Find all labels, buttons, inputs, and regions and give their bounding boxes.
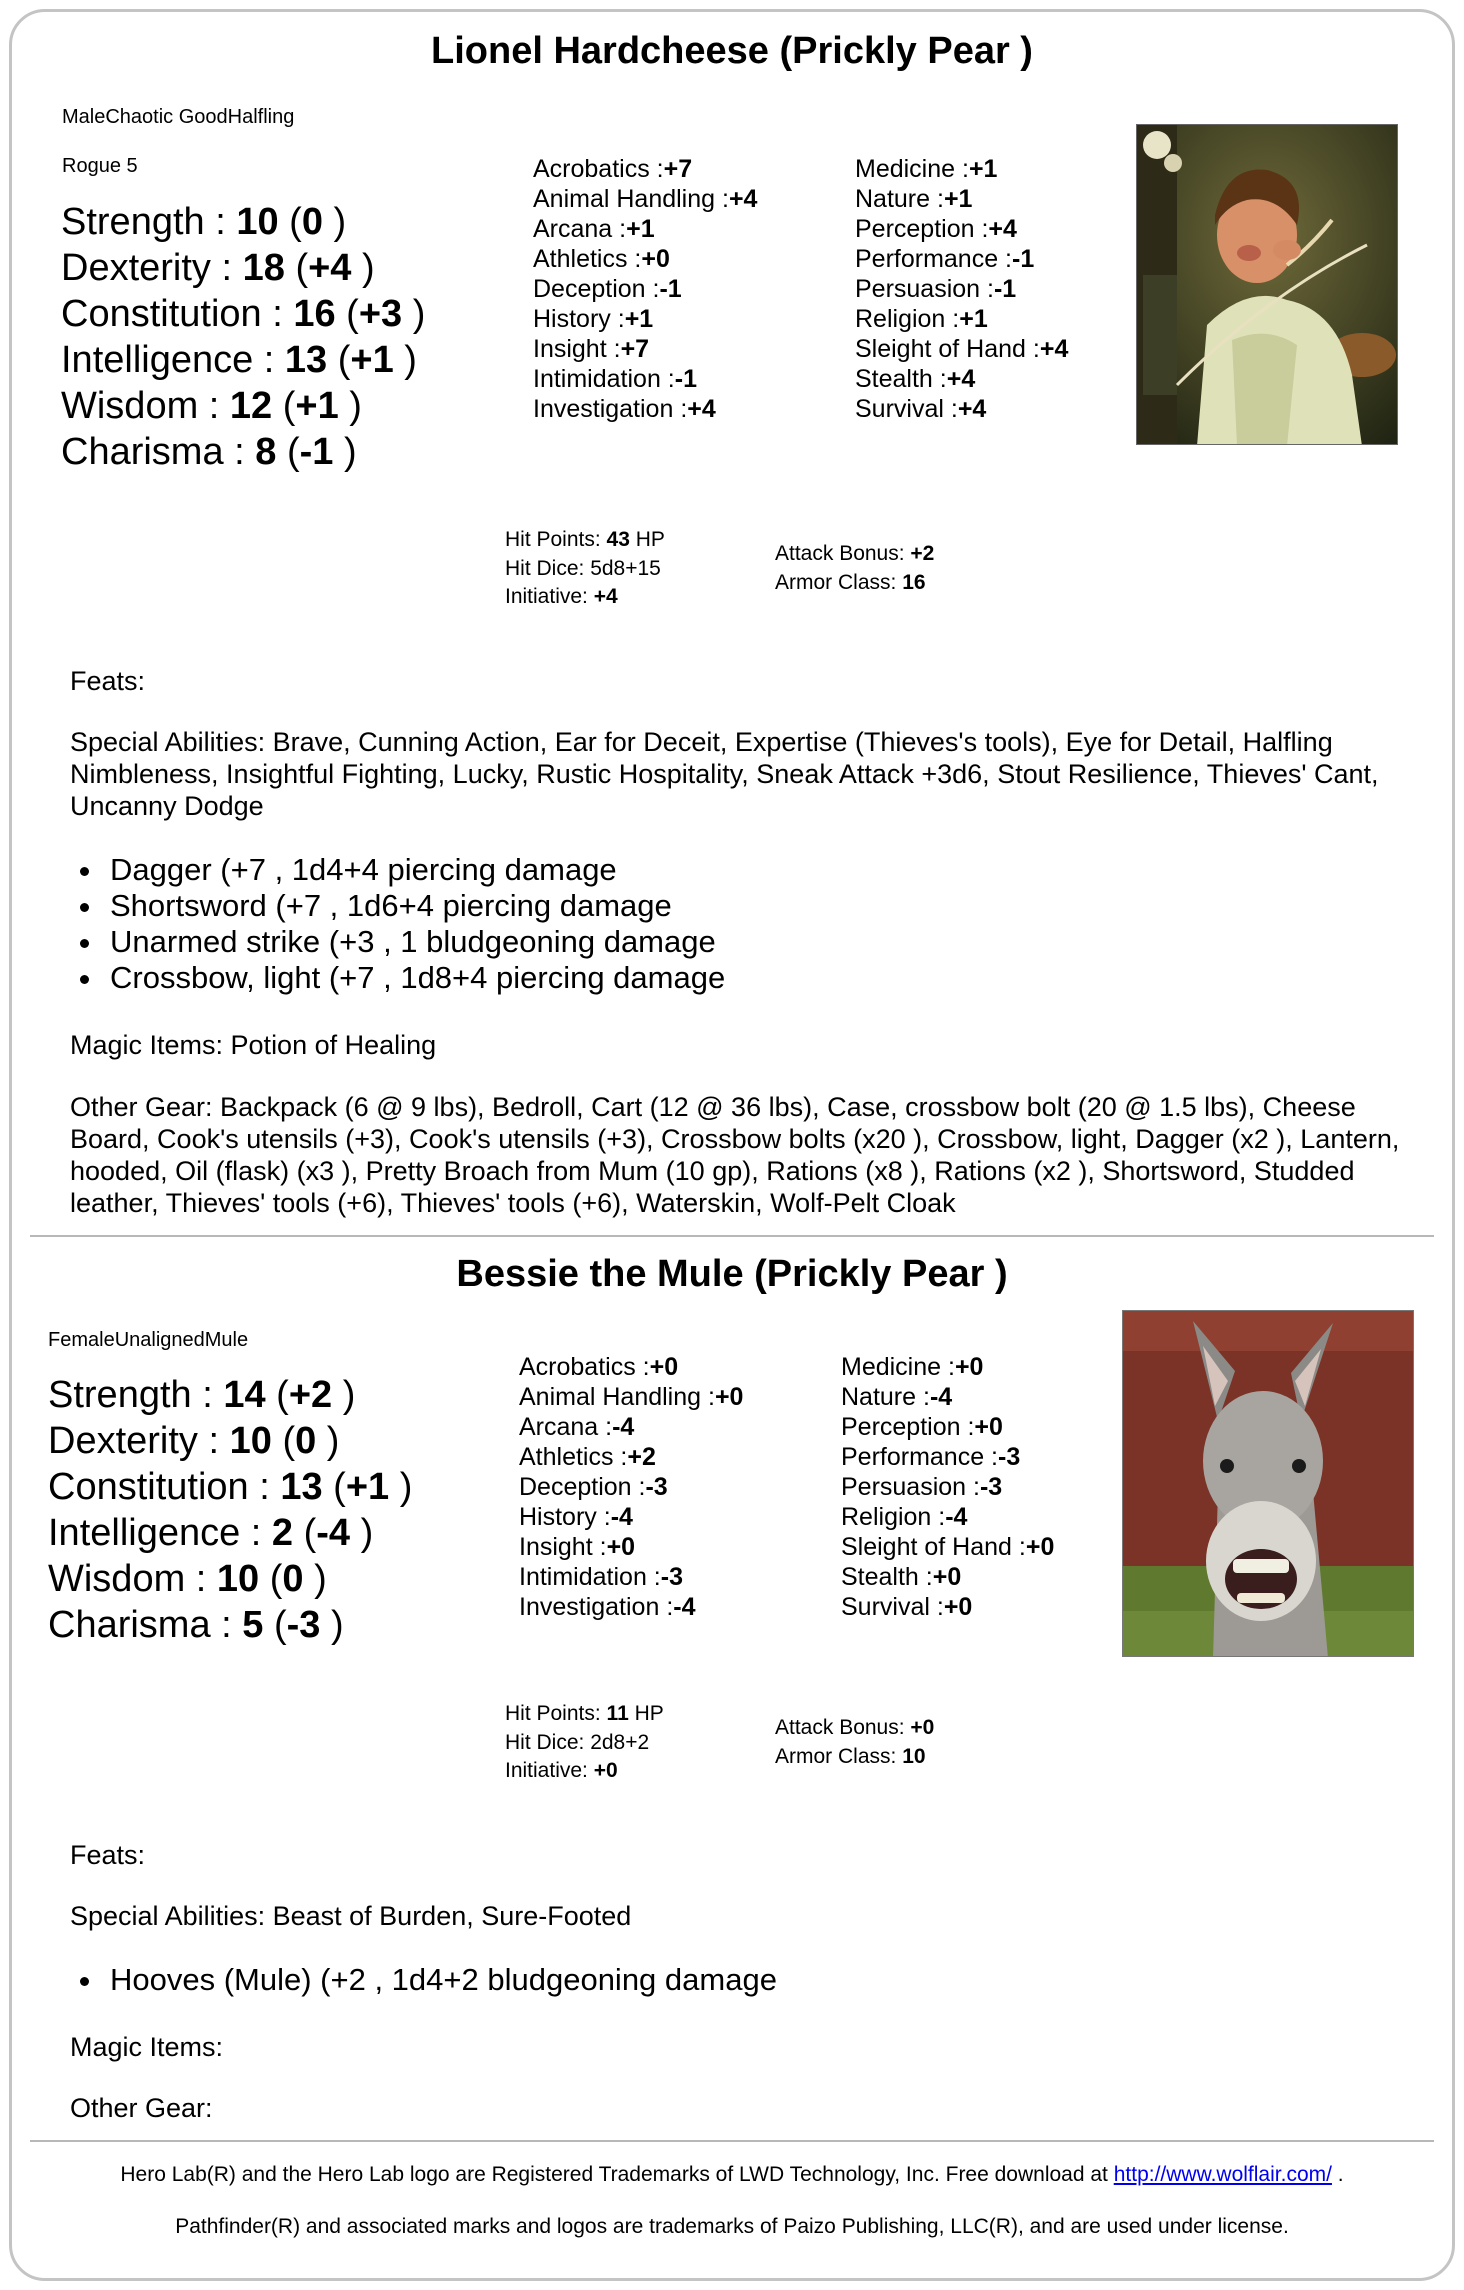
hit-dice: Hit Dice: 5d8+15 [505,556,661,580]
initiative: Initiative: +0 [505,1759,618,1782]
armor-class: Armor Class: 10 [775,1744,926,1768]
character-descriptor: FemaleUnalignedMule [48,1329,249,1351]
skills-column-right [855,154,1068,424]
attack-list [70,1962,777,1998]
mule-portrait-image [1123,1311,1414,1657]
attack-bonus: Attack Bonus: +2 [775,542,935,565]
skill-row: Animal Handling :+0 [519,1383,744,1411]
skill-row: Nature :+1 [855,185,973,213]
list-item: Dagger (+7 , 1d4+4 piercing damage [70,852,725,888]
ability-intelligence: Intelligence : 2 (-4 ) [48,1512,374,1554]
skill-row: Insight :+7 [533,335,650,363]
skill-row: Perception :+4 [855,215,1017,243]
skill-row: Survival :+4 [855,395,987,423]
skill-row: Stealth :+4 [855,365,976,393]
skill-row: History :+1 [533,305,654,333]
character-portrait [1122,1310,1414,1657]
skills-column-left [533,154,757,424]
ability-strength: Strength : 10 (0 ) [61,201,347,243]
skill-row: Survival :+0 [841,1593,973,1621]
other-gear: Other Gear: [70,2093,213,2123]
skill-row: Insight :+0 [519,1533,636,1561]
skill-row: Religion :-4 [841,1503,968,1531]
armor-class: Armor Class: 16 [775,570,926,594]
ability-strength: Strength : 14 (+2 ) [48,1374,356,1416]
skill-row: Animal Handling :+4 [533,185,758,213]
skill-row: Nature :-4 [841,1383,953,1411]
halfling-portrait-image [1137,125,1398,445]
skill-row: History :-4 [519,1503,633,1531]
special-abilities: Special Abilities: Beast of Burden, Sure-Footed [70,1901,632,1931]
ability-constitution: Constitution : 13 (+1 ) [48,1466,413,1508]
ability-charisma: Charisma : 5 (-3 ) [48,1604,344,1646]
skill-row: Religion :+1 [855,305,988,333]
list-item: Crossbow, light (+7 , 1d8+4 piercing damage [70,960,725,996]
combat-stats-left [505,1700,664,1786]
skill-row: Deception :-3 [519,1473,668,1501]
skill-row: Sleight of Hand :+0 [841,1533,1055,1561]
skill-row: Athletics :+0 [533,245,670,273]
ability-wisdom: Wisdom : 12 (+1 ) [61,385,362,427]
skill-row: Medicine :+1 [855,155,998,183]
ability-dexterity: Dexterity : 18 (+4 ) [61,247,375,289]
hit-dice: Hit Dice: 2d8+2 [505,1730,650,1754]
skill-row: Persuasion :-1 [855,275,1017,303]
skill-row: Intimidation :-3 [519,1563,683,1591]
list-item: Unarmed strike (+3 , 1 bludgeoning damage [70,924,725,960]
skill-row: Acrobatics :+7 [533,155,693,183]
hit-points: Hit Points: 43 HP [505,528,665,551]
list-item: Shortsword (+7 , 1d6+4 piercing damage [70,888,725,924]
skill-row: Perception :+0 [841,1413,1003,1441]
initiative: Initiative: +4 [505,585,618,608]
footer-license-line: Pathfinder(R) and associated marks and logos are trademarks of Paizo Publishing, LLC(R), and are used under license. [175,2215,1289,2238]
ability-constitution: Constitution : 16 (+3 ) [61,293,426,335]
skill-row: Performance :-1 [855,245,1035,273]
section-divider [30,1235,1434,1237]
character-title: Bessie the Mule (Prickly Pear ) [456,1253,1008,1295]
combat-stats-right [775,1714,934,1771]
special-abilities: Special Abilities: Brave, Cunning Action, Ear for Deceit, Expertise (Thieves's tools), Eye for Detail, Halfling Nimbleness, Insightful Fighting, Lucky, Rustic Hospitality, Sneak Attack +3d6, Stout Resilience, Thieves' Cant, Uncanny Dodge [70,727,1379,821]
section-divider [30,2140,1434,2142]
skill-row: Stealth :+0 [841,1563,962,1591]
class-level: Rogue 5 [62,155,138,177]
ability-wisdom: Wisdom : 10 (0 ) [48,1558,327,1600]
magic-items: Magic Items: [70,2032,224,2062]
hit-points: Hit Points: 11 HP [505,1702,664,1725]
ability-charisma: Charisma : 8 (-1 ) [61,431,357,473]
feats: Feats: [70,1840,146,1870]
skills-column-left [519,1352,743,1622]
skill-row: Intimidation :-1 [533,365,697,393]
ability-scores [61,199,425,475]
combat-stats-right [775,540,934,597]
character-descriptor: MaleChaotic GoodHalfling [62,106,295,128]
wolflair-link[interactable]: http://www.wolflair.com/ [1113,2163,1332,2186]
skill-row: Investigation :-4 [519,1593,696,1621]
skill-row: Performance :-3 [841,1443,1021,1471]
combat-stats-left [505,526,665,612]
skill-row: Deception :-1 [533,275,682,303]
skill-row: Arcana :-4 [519,1413,635,1441]
other-gear: Other Gear: Backpack (6 @ 9 lbs), Bedroll, Cart (12 @ 36 lbs), Case, crossbow bolt (20 @ 1.5 lbs), Cheese Board, Cook's utensils (+3), Cook's utensils (+3), Crossbow bolts (x20 ), Crossbow, light, Dagger (x2 ), Lantern, hooded, Oil (flask) (x3 ), Pretty Broach from Mum (10 gp), Rations (x8 ), Rations (x2 ), Shortsword, Studded leather, Thieves' tools (+6), Thieves' tools (+6), Waterskin, Wolf-Pelt Cloak [70,1092,1400,1218]
skill-row: Persuasion :-3 [841,1473,1003,1501]
character-title: Lionel Hardcheese (Prickly Pear ) [431,30,1033,72]
feats: Feats: [70,666,146,696]
ability-scores [48,1372,412,1648]
footer-trademark-line: Hero Lab(R) and the Hero Lab logo are Registered Trademarks of LWD Technology, Inc. Free download at http://www.wolflair.com/ . [120,2163,1344,2186]
skill-row: Medicine :+0 [841,1353,984,1381]
ability-dexterity: Dexterity : 10 (0 ) [48,1420,340,1462]
list-item: Hooves (Mule) (+2 , 1d4+2 bludgeoning damage [70,1962,777,1998]
skill-row: Arcana :+1 [533,215,655,243]
skill-row: Sleight of Hand :+4 [855,335,1069,363]
character-portrait [1136,124,1398,445]
attack-bonus: Attack Bonus: +0 [775,1716,935,1739]
skills-column-right [841,1352,1054,1622]
skill-row: Athletics :+2 [519,1443,656,1471]
skill-row: Acrobatics :+0 [519,1353,679,1381]
attack-list [70,852,725,996]
ability-intelligence: Intelligence : 13 (+1 ) [61,339,417,381]
magic-items: Magic Items: Potion of Healing [70,1030,437,1060]
skill-row: Investigation :+4 [533,395,716,423]
